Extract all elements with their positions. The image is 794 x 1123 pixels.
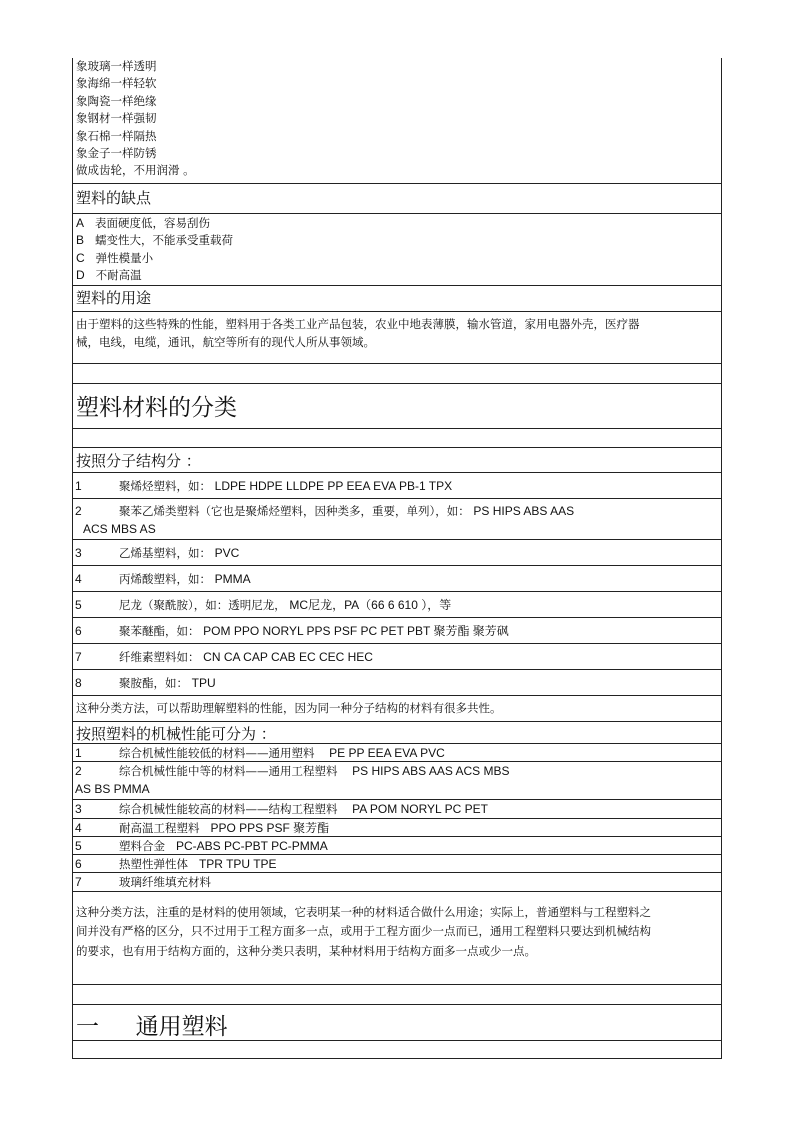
list-item: 做成齿轮，不用润滑 。 [76, 163, 195, 178]
table-row: 6 聚苯醚酯，如： POM PPO NORYL PPS PSF PC PET PBT 聚芳酯 聚芳砜 [73, 618, 721, 644]
table-row: 4 丙烯酸塑料，如： PMMA [73, 566, 721, 592]
list-item: A 表面硬度低，容易刮伤 [76, 216, 210, 230]
section-heading [73, 1005, 721, 1041]
defects-list [73, 214, 721, 286]
table-row: 1 聚烯烃塑料，如： LDPE HDPE LLDPE PP EEA EVA PB-1 TPX [73, 473, 721, 499]
table-row: 6 热塑性弹性体 TPR TPU TPE [73, 855, 721, 873]
section-title: 通用塑料 [135, 1013, 228, 1040]
defects-heading: 塑料的缺点 [73, 184, 721, 214]
list-item: 象海绵一样轻软 [76, 76, 157, 91]
list-item: 象钢材一样强韧 [76, 111, 157, 126]
table-row: 2 综合机械性能中等的材料——通用工程塑料 PS HIPS ABS AAS ACS MBS AS BS PMMA [73, 762, 721, 800]
properties-list [73, 58, 721, 184]
molecular-note: 这种分类方法，可以帮助理解塑料的性能，因为同一种分子结构的材料有很多共性。 [73, 696, 721, 722]
uses-heading: 塑料的用途 [73, 286, 721, 312]
molecular-heading: 按照分子结构分 ： [73, 448, 721, 473]
classification-title: 塑料材料的分类 [73, 384, 721, 429]
table-row: 3 综合机械性能较高的材料——结构工程塑料 PA POM NORYL PC PET [73, 800, 721, 818]
table-row: 5 塑料合金 PC-ABS PC-PBT PC-PMMA [73, 837, 721, 855]
table-row: 5 尼龙（聚酰胺），如：透明尼龙， MC尼龙，PA（66 6 610 ），等 [73, 592, 721, 618]
blank-row [73, 985, 721, 1005]
section-number: 一 [76, 1013, 99, 1040]
blank-row [73, 1041, 721, 1059]
table-row: 1 综合机械性能较低的材料——通用塑料 PE PP EEA EVA PVC [73, 744, 721, 762]
mechanical-note: 这种分类方法，注重的是材料的使用领域，它表明某一种的材料适合做什么用途；实际上，普通塑料与工程塑料之间并没有严格的区分，只不过用于工程方面多一点，或用于工程方面少一点而已，通用工程塑料只要达到机械结构的要求，也有用于结构方面的，这种分类只表明，某种材料用于结构方面多一点或少一点。 [73, 892, 721, 985]
list-item: 象石棉一样隔热 [76, 128, 157, 143]
list-item: 象玻璃一样透明 [76, 59, 157, 73]
list-item: 象陶瓷一样绝缘 [76, 93, 157, 108]
table-row: 7 纤维素塑料如： CN CA CAP CAB EC CEC HEC [73, 644, 721, 670]
list-item: D 不耐高温 [76, 268, 142, 283]
table-row: 2 聚苯乙烯类塑料（它也是聚烯烃塑料，因种类多，重要，单列），如： PS HIPS ABS AAS ACS MBS AS [73, 499, 721, 540]
list-item: C 弹性模量小 [76, 250, 154, 265]
mechanical-heading: 按照塑料的机械性能可分为 ： [73, 722, 721, 744]
table-row: 8 聚胺酯，如： TPU [73, 670, 721, 696]
blank-row [73, 429, 721, 448]
table-row: 7 玻璃纤维填充材料 [73, 873, 721, 891]
blank-row [73, 364, 721, 384]
table-row: 4 耐高温工程塑料 PPO PPS PSF 聚芳酯 [73, 819, 721, 837]
list-item: B 蠕变性大，不能承受重载荷 [76, 233, 233, 248]
uses-paragraph: 由于塑料的这些特殊的性能，塑料用于各类工业产品包装，农业中地表薄膜，输水管道，家用电器外壳，医疗器械，电线，电缆，通讯，航空等所有的现代人所从事领域。 [73, 312, 721, 364]
document-table [72, 58, 722, 1059]
table-row: 3 乙烯基塑料，如： PVC [73, 540, 721, 566]
list-item: 象金子一样防锈 [76, 145, 157, 160]
